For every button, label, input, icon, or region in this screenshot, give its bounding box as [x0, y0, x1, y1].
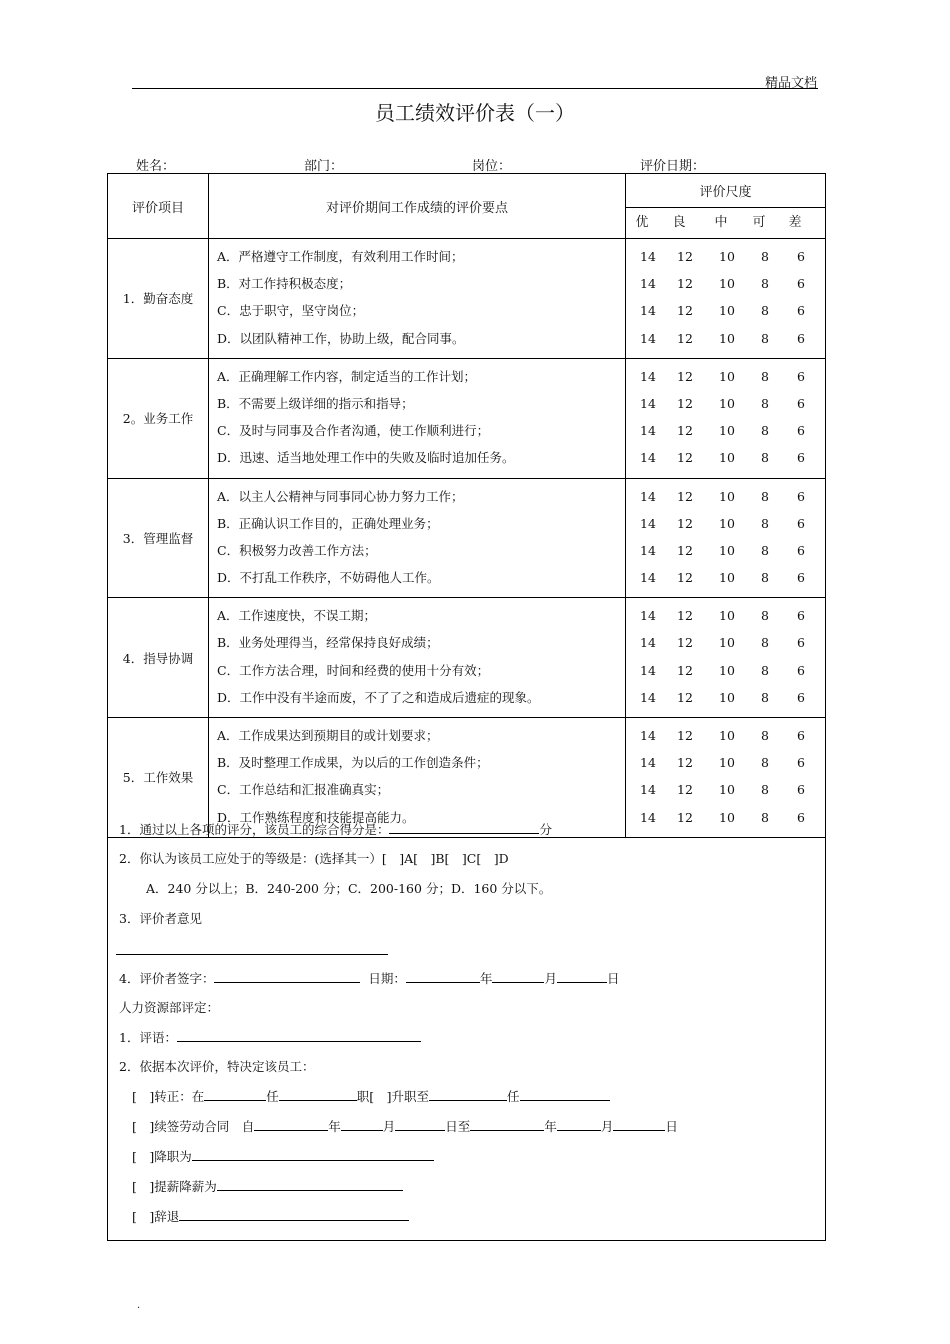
score-option-fair[interactable]: 8 [761, 395, 769, 411]
criterion-item: A．严格遵守工作制度，有效利用工作时间； [217, 249, 464, 264]
score-option-average[interactable]: 10 [719, 515, 735, 531]
criterion-item: A．工作成果达到预期目的或计划要求； [217, 728, 439, 743]
score-option-good[interactable]: 12 [677, 395, 693, 411]
score-option-excellent[interactable]: 14 [640, 662, 656, 678]
score-option-average[interactable]: 10 [719, 782, 735, 798]
page-title: 员工绩效评价表（一） [375, 101, 575, 125]
renew-to-year-label: 年 [544, 1119, 557, 1134]
score-option-poor[interactable]: 6 [797, 755, 805, 771]
score-option-poor[interactable]: 6 [797, 608, 805, 624]
section-items [209, 598, 626, 718]
renew-from-year-blank[interactable] [254, 1117, 328, 1131]
opt-renew-label: [ ]续签劳动合同 自 [132, 1119, 255, 1134]
score-option-good[interactable]: 12 [677, 303, 693, 319]
score-option-excellent[interactable]: 14 [640, 689, 656, 705]
score-option-poor[interactable]: 6 [797, 689, 805, 705]
criterion-item: C．忠于职守，坚守岗位； [217, 303, 365, 319]
opt-promote-label: 职[ ]升职至 [356, 1089, 430, 1104]
criterion-item: A．以主人公精神与同事同心协力努力工作； [217, 488, 464, 504]
score-option-poor[interactable]: 6 [797, 782, 805, 798]
opt-promote-ren: 任 [507, 1089, 520, 1104]
hr-comment-label: 1．评语： [119, 1030, 177, 1045]
section-items [209, 478, 626, 598]
score-option-excellent[interactable]: 14 [640, 303, 656, 319]
score-row [633, 419, 825, 446]
score-option-poor[interactable]: 6 [797, 488, 805, 504]
score-option-fair[interactable]: 8 [761, 515, 769, 531]
section-scores [626, 358, 826, 478]
criterion-item: C．积极努力改善工作方法； [217, 542, 377, 558]
score-option-poor[interactable]: 6 [797, 662, 805, 678]
score-option-fair[interactable]: 8 [761, 276, 769, 292]
section-scores [626, 239, 826, 359]
score-option-poor[interactable]: 6 [797, 395, 805, 411]
renew-to-day-label: 日 [665, 1119, 678, 1134]
score-row [633, 631, 825, 658]
score-option-excellent[interactable]: 14 [640, 330, 656, 346]
renew-to-label: 日至 [445, 1119, 471, 1134]
section-items [209, 358, 626, 478]
score-option-good[interactable]: 12 [677, 423, 693, 439]
score-option-average[interactable]: 10 [719, 755, 735, 771]
bottom-section [107, 800, 826, 1241]
col-header-item: 评价项目 [108, 174, 209, 239]
score-option-average[interactable]: 10 [719, 330, 735, 346]
score-option-good[interactable]: 12 [677, 755, 693, 771]
score-option-good[interactable]: 12 [677, 249, 693, 264]
section-scores [626, 598, 826, 718]
score-option-good[interactable]: 12 [677, 689, 693, 705]
score-option-good[interactable]: 12 [677, 368, 693, 384]
score-option-fair[interactable]: 8 [761, 689, 769, 705]
criterion-item: D．工作熟练程度和技能提高能力。 [217, 809, 415, 825]
score-option-excellent[interactable]: 14 [640, 570, 656, 586]
renew-to-year-blank[interactable] [470, 1117, 544, 1131]
score-option-fair[interactable]: 8 [761, 782, 769, 798]
day-blank[interactable] [557, 969, 607, 983]
score-option-poor[interactable]: 6 [797, 450, 805, 466]
evaluation-table [107, 173, 826, 838]
section-name: 2。业务工作 [108, 358, 209, 478]
score-option-poor[interactable]: 6 [797, 368, 805, 384]
score-option-excellent[interactable]: 14 [640, 450, 656, 466]
scale-heads [626, 208, 826, 239]
score-option-poor[interactable]: 6 [797, 330, 805, 346]
score-option-average[interactable]: 10 [719, 368, 735, 384]
score-option-excellent[interactable]: 14 [640, 782, 656, 798]
score-row [633, 659, 825, 686]
opinion-blank-line[interactable] [116, 954, 388, 955]
q3-text: 3．评价者意见 [119, 911, 202, 926]
opt-confirm-ren: 任 [266, 1089, 279, 1104]
post-label: 岗位： [472, 159, 512, 174]
score-option-poor[interactable]: 6 [797, 728, 805, 743]
score-option-good[interactable]: 12 [677, 488, 693, 504]
score-option-average[interactable]: 10 [719, 423, 735, 439]
renew-to-month-blank[interactable] [557, 1117, 601, 1131]
score-option-poor[interactable]: 6 [797, 249, 805, 264]
scale-head-average: 中 [714, 215, 728, 230]
score-row [633, 751, 825, 778]
score-row [633, 299, 825, 326]
score-row [633, 724, 825, 751]
criterion-item: B．业务处理得当，经常保持良好成绩； [217, 635, 439, 651]
score-option-good[interactable]: 12 [677, 608, 693, 624]
day-label: 日 [606, 971, 620, 986]
opt-salary-label: [ ]提薪降薪为 [132, 1179, 217, 1194]
year-blank[interactable] [406, 969, 480, 983]
renew-to-month-label: 月 [600, 1119, 614, 1134]
score-option-excellent[interactable]: 14 [640, 608, 656, 624]
score-option-fair[interactable]: 8 [761, 423, 769, 439]
q2-detail: A．240 分以上；B．240-200 分；C．200-160 分；D．160 分以下。 [146, 881, 552, 896]
score-row [633, 245, 825, 272]
score-blank[interactable] [389, 820, 539, 834]
criterion-item: D．迅速、适当地处理工作中的失败及临时追加任务。 [217, 450, 515, 466]
scale-head-excellent: 优 [635, 215, 649, 230]
score-row [633, 485, 825, 512]
score-option-average[interactable]: 10 [719, 249, 735, 264]
score-option-poor[interactable]: 6 [797, 809, 805, 825]
score-option-fair[interactable]: 8 [761, 809, 769, 825]
criterion-item: B．及时整理工作成果，为以后的工作创造条件； [217, 755, 489, 771]
score-option-excellent[interactable]: 14 [640, 542, 656, 558]
header-rule [132, 88, 818, 89]
score-option-average[interactable]: 10 [719, 608, 735, 624]
section-row [108, 239, 826, 359]
score-option-excellent[interactable]: 14 [640, 515, 656, 531]
score-option-fair[interactable]: 8 [761, 635, 769, 651]
demote-blank[interactable] [192, 1147, 434, 1161]
score-option-excellent[interactable]: 14 [640, 809, 656, 825]
score-row [633, 446, 825, 473]
score-option-good[interactable]: 12 [677, 782, 693, 798]
score-row [633, 392, 825, 419]
score-option-poor[interactable]: 6 [797, 423, 805, 439]
score-row [633, 327, 825, 354]
doc-label: 精品文档 [764, 76, 817, 91]
criterion-item: D．不打乱工作秩序，不妨碍他人工作。 [217, 570, 440, 586]
section-name: 5．工作效果 [108, 718, 209, 838]
renew-to-day-blank[interactable] [613, 1117, 665, 1131]
hr-title: 人力资源部评定： [119, 1000, 220, 1015]
criterion-item: D．以团队精神工作，协助上级，配合同事。 [217, 330, 465, 346]
score-option-good[interactable]: 12 [677, 542, 693, 558]
promote-post-blank[interactable] [520, 1087, 610, 1101]
score-option-excellent[interactable]: 14 [640, 635, 656, 651]
renew-from-day-blank[interactable] [395, 1117, 445, 1131]
opt-confirm-label: [ ]转正：在 [132, 1089, 205, 1104]
score-row [633, 686, 825, 713]
score-option-fair[interactable]: 8 [761, 249, 769, 264]
score-option-fair[interactable]: 8 [761, 368, 769, 384]
signature-blank[interactable] [214, 969, 360, 983]
score-option-average[interactable]: 10 [719, 303, 735, 319]
comment-blank[interactable] [177, 1028, 421, 1042]
q2-text: 2．你认为该员工应处于的等级是：(选择其一）[ ]A[ ]B[ ]C[ ]D [119, 851, 509, 866]
col-header-points: 对评价期间工作成绩的评价要点 [209, 174, 626, 239]
score-option-poor[interactable]: 6 [797, 570, 805, 586]
score-option-poor[interactable]: 6 [797, 276, 805, 292]
scale-head-poor: 差 [788, 215, 802, 230]
score-option-average[interactable]: 10 [719, 809, 735, 825]
score-option-good[interactable]: 12 [677, 450, 693, 466]
opt-dismiss-label: [ ]辞退 [132, 1209, 180, 1224]
section-name: 3．管理监督 [108, 478, 209, 598]
score-option-excellent[interactable]: 14 [640, 276, 656, 292]
score-row [633, 365, 825, 392]
score-row [633, 512, 825, 539]
score-option-average[interactable]: 10 [719, 542, 735, 558]
score-row [633, 566, 825, 593]
score-option-excellent[interactable]: 14 [640, 755, 656, 771]
score-option-good[interactable]: 12 [677, 809, 693, 825]
score-option-excellent[interactable]: 14 [640, 423, 656, 439]
renew-month-label: 月 [382, 1119, 396, 1134]
score-option-poor[interactable]: 6 [797, 303, 805, 319]
criterion-item: B．正确认识工作目的，正确处理业务； [217, 515, 439, 531]
q4-date-label: 日期： [368, 971, 406, 986]
section-name: 4．指导协调 [108, 598, 209, 718]
score-option-fair[interactable]: 8 [761, 488, 769, 504]
score-option-excellent[interactable]: 14 [640, 395, 656, 411]
criterion-item: D．工作中没有半途而废，不了了之和造成后遗症的现象。 [217, 689, 540, 705]
score-option-good[interactable]: 12 [677, 635, 693, 651]
scale-head-good: 良 [672, 215, 686, 230]
score-option-good[interactable]: 12 [677, 515, 693, 531]
month-blank[interactable] [492, 969, 544, 983]
criterion-item: C．工作方法合理，时间和经费的使用十分有效； [217, 662, 490, 678]
score-row [633, 539, 825, 566]
name-label: 姓名： [136, 159, 176, 174]
score-option-fair[interactable]: 8 [761, 570, 769, 586]
score-option-poor[interactable]: 6 [797, 542, 805, 558]
score-option-fair[interactable]: 8 [761, 450, 769, 466]
criterion-item: B．对工作持积极态度； [217, 276, 352, 292]
score-option-good[interactable]: 12 [677, 330, 693, 346]
score-option-poor[interactable]: 6 [797, 515, 805, 531]
renew-year-label: 年 [328, 1119, 341, 1134]
dept-label: 部门： [304, 159, 344, 174]
score-option-good[interactable]: 12 [677, 276, 693, 292]
criterion-item: A．工作速度快，不误工期； [217, 608, 377, 624]
score-option-good[interactable]: 12 [677, 662, 693, 678]
score-option-fair[interactable]: 8 [761, 755, 769, 771]
score-option-fair[interactable]: 8 [761, 662, 769, 678]
section-row [108, 478, 826, 598]
hr-decide: 2．依据本次评价，特决定该员工： [119, 1059, 315, 1074]
score-option-fair[interactable]: 8 [761, 608, 769, 624]
confirm-post-blank[interactable] [279, 1087, 357, 1101]
section-row [108, 358, 826, 478]
score-row [633, 272, 825, 299]
score-option-excellent[interactable]: 14 [640, 488, 656, 504]
score-option-average[interactable]: 10 [719, 728, 735, 743]
score-option-good[interactable]: 12 [677, 570, 693, 586]
score-option-fair[interactable]: 8 [761, 330, 769, 346]
score-option-average[interactable]: 10 [719, 276, 735, 292]
score-option-poor[interactable]: 6 [797, 635, 805, 651]
promote-dept-blank[interactable] [429, 1087, 507, 1101]
salary-blank[interactable] [217, 1177, 403, 1191]
score-option-average[interactable]: 10 [719, 570, 735, 586]
dismiss-blank[interactable] [179, 1207, 409, 1221]
section-row [108, 598, 826, 718]
score-option-average[interactable]: 10 [719, 662, 735, 678]
score-option-fair[interactable]: 8 [761, 303, 769, 319]
score-option-fair[interactable]: 8 [761, 728, 769, 743]
score-option-good[interactable]: 12 [677, 728, 693, 743]
confirm-dept-blank[interactable] [204, 1087, 266, 1101]
score-option-average[interactable]: 10 [719, 395, 735, 411]
criterion-item: A．正确理解工作内容，制定适当的工作计划； [217, 368, 477, 384]
q4-sign-label: 4．评价者签字： [119, 971, 215, 986]
q1-text: 1．通过以上各项的评分，该员工的综合得分是： [119, 822, 390, 837]
section-items [209, 239, 626, 359]
month-label: 月 [544, 971, 557, 986]
footer-dot: . [137, 1300, 141, 1311]
scale-head-fair: 可 [752, 215, 766, 230]
score-option-excellent[interactable]: 14 [640, 728, 656, 743]
section-name: 1．勤奋态度 [108, 239, 209, 359]
score-row [633, 604, 825, 631]
score-option-average[interactable]: 10 [719, 635, 735, 651]
opt-demote-label: [ ]降职为 [132, 1149, 192, 1164]
criterion-item: C．及时与同事及合作者沟通，使工作顺利进行； [217, 423, 490, 439]
score-option-average[interactable]: 10 [719, 488, 735, 504]
score-option-fair[interactable]: 8 [761, 542, 769, 558]
criterion-item: B．不需要上级详细的指示和指导； [217, 395, 414, 411]
score-option-average[interactable]: 10 [719, 689, 735, 705]
section-scores [626, 478, 826, 598]
q1-unit: 分 [539, 822, 552, 837]
year-label: 年 [479, 971, 493, 986]
renew-from-month-blank[interactable] [341, 1117, 383, 1131]
score-option-excellent[interactable]: 14 [640, 368, 656, 384]
score-option-average[interactable]: 10 [719, 450, 735, 466]
eval-date-label: 评价日期： [640, 159, 706, 174]
col-header-scale: 评价尺度 [626, 174, 826, 208]
criterion-item: C．工作总结和汇报准确真实； [217, 782, 390, 798]
score-option-excellent[interactable]: 14 [640, 249, 656, 264]
